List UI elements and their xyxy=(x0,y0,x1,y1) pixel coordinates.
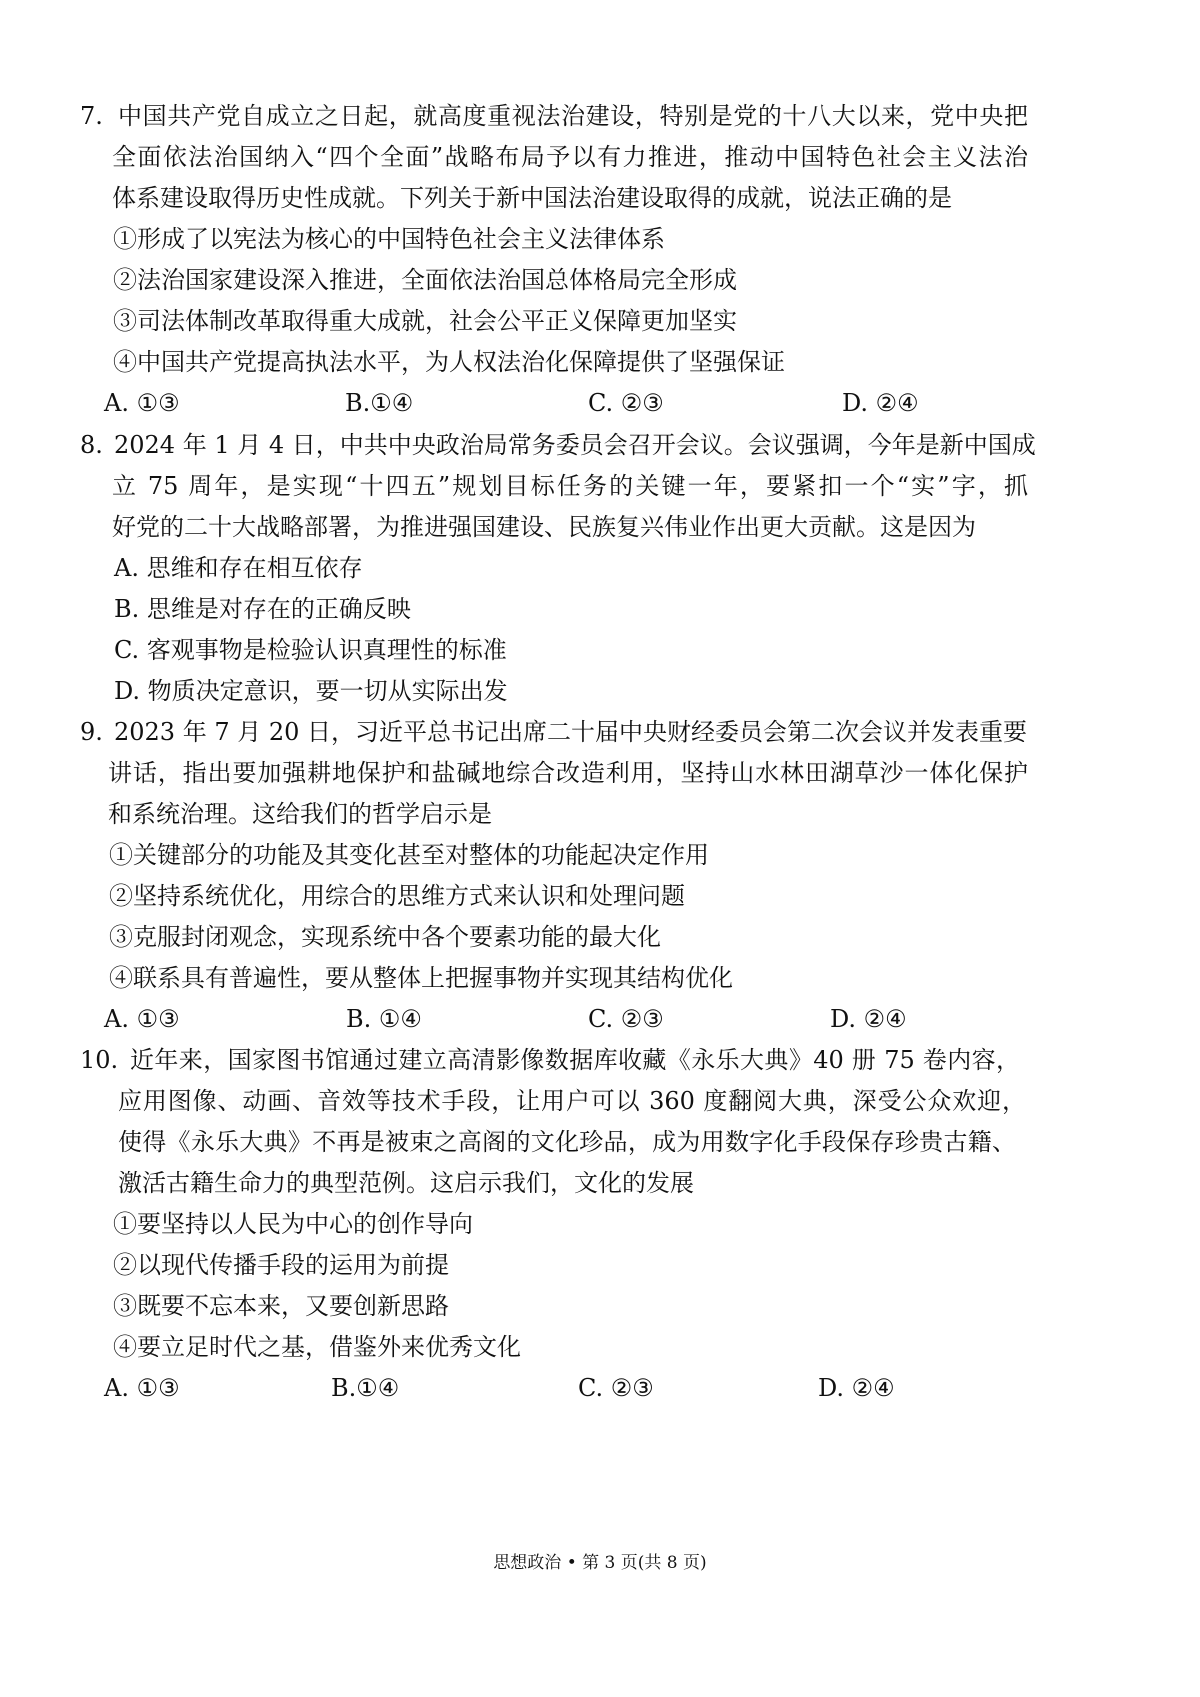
choice-c: C. 客观事物是检验认识真理性的标准 xyxy=(114,636,507,664)
question-stem-line: 使得《永乐大典》不再是被束之高阁的文化珍品，成为用数字化手段保存珍贵古籍、 xyxy=(118,1128,1016,1156)
statement-item: ①要坚持以人民为中心的创作导向 xyxy=(113,1210,473,1238)
statement-item: ②以现代传播手段的运用为前提 xyxy=(113,1251,449,1279)
statement-item: ②坚持系统优化，用综合的思维方式来认识和处理问题 xyxy=(109,882,685,910)
answer-options xyxy=(0,388,1200,418)
option-b: B.①④ xyxy=(331,1374,400,1402)
page-footer: 思想政治 • 第 3 页(共 8 页) xyxy=(493,1553,707,1573)
question-number: 7. xyxy=(80,102,103,130)
option-d: D. ②④ xyxy=(830,1005,907,1033)
statement-item: ②法治国家建设深入推进，全面依法治国总体格局完全形成 xyxy=(113,266,737,294)
option-c: C. ②③ xyxy=(588,389,664,417)
question-stem-line: 2023 年 7 月 20 日，习近平总书记出席二十届中央财经委员会第二次会议并发表重要 xyxy=(114,718,1028,746)
statement-item: ③克服封闭观念，实现系统中各个要素功能的最大化 xyxy=(109,923,661,951)
statement-item: ④联系具有普遍性，要从整体上把握事物并实现其结构优化 xyxy=(109,964,733,992)
option-d: D. ②④ xyxy=(818,1374,895,1402)
option-a: A. ①③ xyxy=(104,389,180,417)
question-stem-line: 体系建设取得历史性成就。下列关于新中国法治建设取得的成就，说法正确的是 xyxy=(112,184,952,212)
question-stem-line: 应用图像、动画、音效等技术手段，让用户可以 360 度翻阅大典，深受公众欢迎， xyxy=(118,1087,1026,1115)
statement-item: ①形成了以宪法为核心的中国特色社会主义法律体系 xyxy=(113,225,665,253)
question-stem-line: 好党的二十大战略部署，为推进强国建设、民族复兴伟业作出更大贡献。这是因为 xyxy=(112,513,976,541)
question-stem-line: 激活古籍生命力的典型范例。这启示我们，文化的发展 xyxy=(118,1169,694,1197)
question-number: 9. xyxy=(80,718,103,746)
answer-options xyxy=(0,1373,1200,1403)
choice-d: D. 物质决定意识，要一切从实际出发 xyxy=(114,677,508,705)
question-number: 10. xyxy=(80,1046,119,1074)
question-stem-line: 2024 年 1 月 4 日，中共中央政治局常务委员会召开会议。会议强调，今年是新中国成 xyxy=(114,431,1036,459)
option-a: A. ①③ xyxy=(104,1005,180,1033)
statement-item: ④要立足时代之基，借鉴外来优秀文化 xyxy=(113,1333,521,1361)
statement-item: ①关键部分的功能及其变化甚至对整体的功能起决定作用 xyxy=(109,841,709,869)
statement-item: ③司法体制改革取得重大成就，社会公平正义保障更加坚实 xyxy=(113,307,737,335)
option-b: B. ①④ xyxy=(346,1005,422,1033)
question-stem-line: 和系统治理。这给我们的哲学启示是 xyxy=(108,800,492,828)
choice-b: B. 思维是对存在的正确反映 xyxy=(114,595,411,623)
question-stem-line: 讲话，指出要加强耕地保护和盐碱地综合改造利用，坚持山水林田湖草沙一体化保护 xyxy=(108,759,1028,787)
option-c: C. ②③ xyxy=(588,1005,664,1033)
question-stem-line: 中国共产党自成立之日起，就高度重视法治建设，特别是党的十八大以来，党中央把 xyxy=(118,102,1028,130)
question-stem-line: 近年来，国家图书馆通过建立高清影像数据库收藏《永乐大典》40 册 75 卷内容， xyxy=(130,1046,1020,1074)
question-stem-line: 立 75 周年，是实现“十四五”规划目标任务的关键一年，要紧扣一个“实”字，抓 xyxy=(112,472,1028,500)
question-number: 8. xyxy=(80,431,103,459)
option-c: C. ②③ xyxy=(578,1374,654,1402)
choice-a: A. 思维和存在相互依存 xyxy=(114,554,363,582)
option-d: D. ②④ xyxy=(842,389,919,417)
option-b: B.①④ xyxy=(345,389,414,417)
answer-options xyxy=(0,1004,1200,1034)
question-stem-line: 全面依法治国纳入“四个全面”战略布局予以有力推进，推动中国特色社会主义法治 xyxy=(112,143,1028,171)
statement-item: ③既要不忘本来，又要创新思路 xyxy=(113,1292,449,1320)
statement-item: ④中国共产党提高执法水平，为人权法治化保障提供了坚强保证 xyxy=(113,348,785,376)
option-a: A. ①③ xyxy=(104,1374,180,1402)
